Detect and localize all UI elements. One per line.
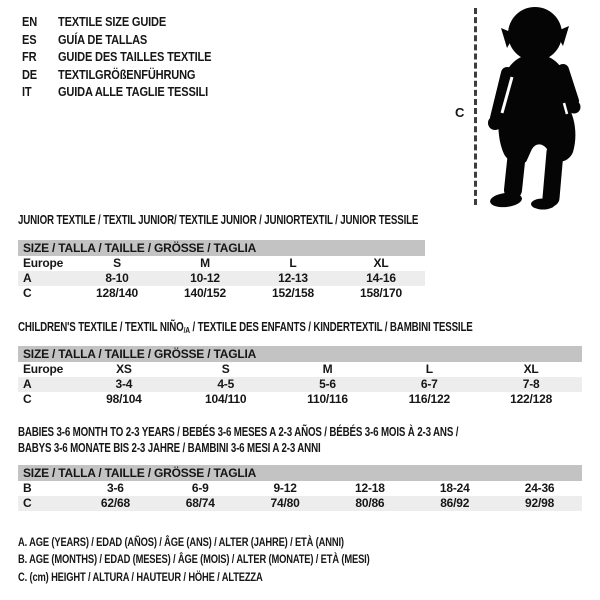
column-header-cell: M bbox=[200, 256, 210, 270]
size-value-cell: 3-6 bbox=[107, 481, 124, 495]
language-code-text: FR bbox=[22, 49, 37, 65]
junior-size-table bbox=[18, 240, 425, 301]
language-row bbox=[22, 13, 238, 31]
size-value-cell: 3-4 bbox=[73, 377, 175, 392]
size-value-cell: 10-12 bbox=[161, 271, 249, 286]
language-row bbox=[22, 31, 238, 49]
babies-title-line2-text: BABYS 3-6 MONATE BIS 2-3 JAHRE / BAMBINI 3-6 MESI A 2-3 ANNI bbox=[18, 441, 321, 455]
table-row-age bbox=[18, 271, 425, 286]
junior-section-title bbox=[18, 212, 531, 228]
column-header-cell: L bbox=[289, 256, 297, 270]
row-label-cell: A bbox=[18, 271, 73, 286]
size-value-cell: 158/170 bbox=[360, 286, 402, 300]
language-code bbox=[22, 83, 58, 101]
legend-note-text: A. AGE (YEARS) / EDAD (AÑOS) / ÂGE (ANS) / ALTER (JAHRE) / ETÀ (ANNI) bbox=[18, 535, 344, 549]
language-title: GUIDA ALLE TAGLIE TESSILI bbox=[58, 84, 209, 100]
children-section-title-text bbox=[18, 319, 473, 338]
children-size-table bbox=[18, 346, 582, 407]
table-row-height bbox=[18, 286, 425, 301]
babies-title-line1-text: BABIES 3-6 MONTH TO 2-3 YEARS / BEBÉS 3-6 MESES A 2-3 AÑOS / BÉBÉS 3-6 MOIS À 2-3 ANS / bbox=[18, 425, 459, 439]
legend-note-age-years bbox=[18, 534, 469, 551]
language-code-text: EN bbox=[22, 14, 38, 29]
size-value-cell: 6-9 bbox=[191, 481, 209, 495]
row-label-cell: C bbox=[23, 392, 32, 406]
language-code bbox=[22, 31, 58, 49]
column-header-cell: S bbox=[113, 256, 121, 270]
legend-notes bbox=[18, 534, 469, 586]
figure-height-label: C bbox=[455, 105, 465, 120]
size-value-cell: 80/86 bbox=[327, 496, 412, 511]
language-code bbox=[22, 48, 58, 66]
language-title-list bbox=[22, 13, 238, 101]
size-value-cell: 122/128 bbox=[510, 392, 553, 406]
size-value-cell: 86/92 bbox=[412, 496, 497, 511]
language-row bbox=[22, 48, 238, 66]
children-section-title bbox=[18, 319, 600, 338]
language-code-text: ES bbox=[22, 31, 37, 47]
size-value-cell: 12-18 bbox=[355, 481, 385, 495]
table-row-age-months bbox=[18, 481, 582, 496]
size-value-cell: 9-12 bbox=[273, 481, 297, 495]
size-value-cell: 6-7 bbox=[378, 377, 480, 392]
language-code-text: DE bbox=[22, 66, 38, 82]
row-label-cell: A bbox=[18, 377, 73, 392]
legend-note-text: B. AGE (MONTHS) / EDAD (MESES) / ÂGE (MOIS) / ALTER (MONATE) / ETÀ (MESI) bbox=[18, 552, 370, 567]
language-code bbox=[22, 66, 58, 84]
legend-note-age-months bbox=[18, 551, 469, 568]
size-value-cell: 140/152 bbox=[184, 286, 226, 300]
size-value-cell: 152/158 bbox=[272, 286, 314, 300]
children-title-subscript: /A bbox=[183, 325, 190, 335]
size-header-cell: SIZE / TALLA / TAILLE / GRÖSSE / TAGLIA bbox=[18, 240, 425, 256]
row-label-cell: C bbox=[23, 286, 32, 300]
language-title: TEXTILE SIZE GUIDE bbox=[58, 14, 167, 29]
junior-section-title-text: JUNIOR TEXTILE / TEXTIL JUNIOR/ TEXTILE JUNIOR / JUNIORTEXTIL / JUNIOR TESSILE bbox=[18, 213, 419, 227]
column-header-cell: XL bbox=[373, 256, 389, 270]
row-label-cell: C bbox=[18, 496, 73, 511]
babies-section-title bbox=[18, 424, 582, 456]
column-header-cell: S bbox=[221, 362, 230, 376]
row-label-cell: Europe bbox=[23, 256, 64, 270]
size-header-row bbox=[18, 240, 425, 256]
size-value-cell: 104/110 bbox=[205, 392, 247, 406]
table-row-europe bbox=[18, 256, 425, 271]
size-value-cell: 18-24 bbox=[439, 481, 470, 495]
language-title: GUÍA DE TALLAS bbox=[58, 31, 148, 47]
table-row-height bbox=[18, 496, 582, 511]
babies-title-line1 bbox=[18, 424, 582, 440]
size-value-cell: 98/104 bbox=[106, 392, 142, 406]
row-label-cell: Europe bbox=[23, 362, 64, 376]
language-row bbox=[22, 66, 238, 84]
height-measure-dashed-line bbox=[474, 8, 477, 205]
column-header-cell: XS bbox=[116, 362, 132, 376]
size-value-cell: 14-16 bbox=[337, 271, 425, 286]
size-value-cell: 7-8 bbox=[480, 377, 582, 392]
legend-note-text: C. (cm) HEIGHT / ALTURA / HAUTEUR / HÖHE / ALTEZZA bbox=[18, 569, 263, 584]
column-header-cell: M bbox=[322, 362, 333, 376]
size-value-cell: 110/116 bbox=[307, 392, 348, 406]
size-value-cell: 24-36 bbox=[524, 481, 555, 495]
table-row-europe bbox=[18, 362, 582, 377]
language-code bbox=[22, 13, 58, 31]
size-value-cell: 128/140 bbox=[96, 286, 138, 300]
row-label-cell: B bbox=[23, 481, 32, 495]
babies-title-line2 bbox=[18, 440, 582, 456]
babies-size-table bbox=[18, 465, 582, 511]
language-title: TEXTILGRÖßENFÜHRUNG bbox=[58, 66, 196, 82]
table-row-height bbox=[18, 392, 582, 407]
column-header-cell: L bbox=[425, 362, 433, 376]
language-code-text: IT bbox=[22, 84, 32, 100]
toddler-silhouette-image bbox=[487, 4, 582, 210]
size-value-cell: 12-13 bbox=[249, 271, 337, 286]
size-value-cell: 74/80 bbox=[243, 496, 328, 511]
children-title-post: / TEXTILE DES ENFANTS / KINDERTEXTIL / BAMBINI TESSILE bbox=[189, 320, 473, 334]
size-value-cell: 4-5 bbox=[175, 377, 277, 392]
size-value-cell: 92/98 bbox=[497, 496, 582, 511]
size-value-cell: 62/68 bbox=[73, 496, 158, 511]
size-value-cell: 68/74 bbox=[158, 496, 243, 511]
language-row bbox=[22, 83, 238, 101]
size-value-cell: 5-6 bbox=[277, 377, 379, 392]
table-row-age bbox=[18, 377, 582, 392]
size-header-cell: SIZE / TALLA / TAILLE / GRÖSSE / TAGLIA bbox=[18, 465, 582, 481]
size-header-row bbox=[18, 346, 582, 362]
size-header-cell: SIZE / TALLA / TAILLE / GRÖSSE / TAGLIA bbox=[18, 346, 582, 362]
size-value-cell: 116/122 bbox=[408, 392, 450, 406]
size-value-cell: 8-10 bbox=[73, 271, 161, 286]
language-title: GUIDE DES TAILLES TEXTILE bbox=[58, 49, 212, 65]
legend-note-height bbox=[18, 569, 469, 586]
column-header-cell: XL bbox=[523, 362, 539, 376]
size-header-row bbox=[18, 465, 582, 481]
children-title-pre: CHILDREN'S TEXTILE / TEXTIL NIÑO bbox=[18, 320, 184, 334]
